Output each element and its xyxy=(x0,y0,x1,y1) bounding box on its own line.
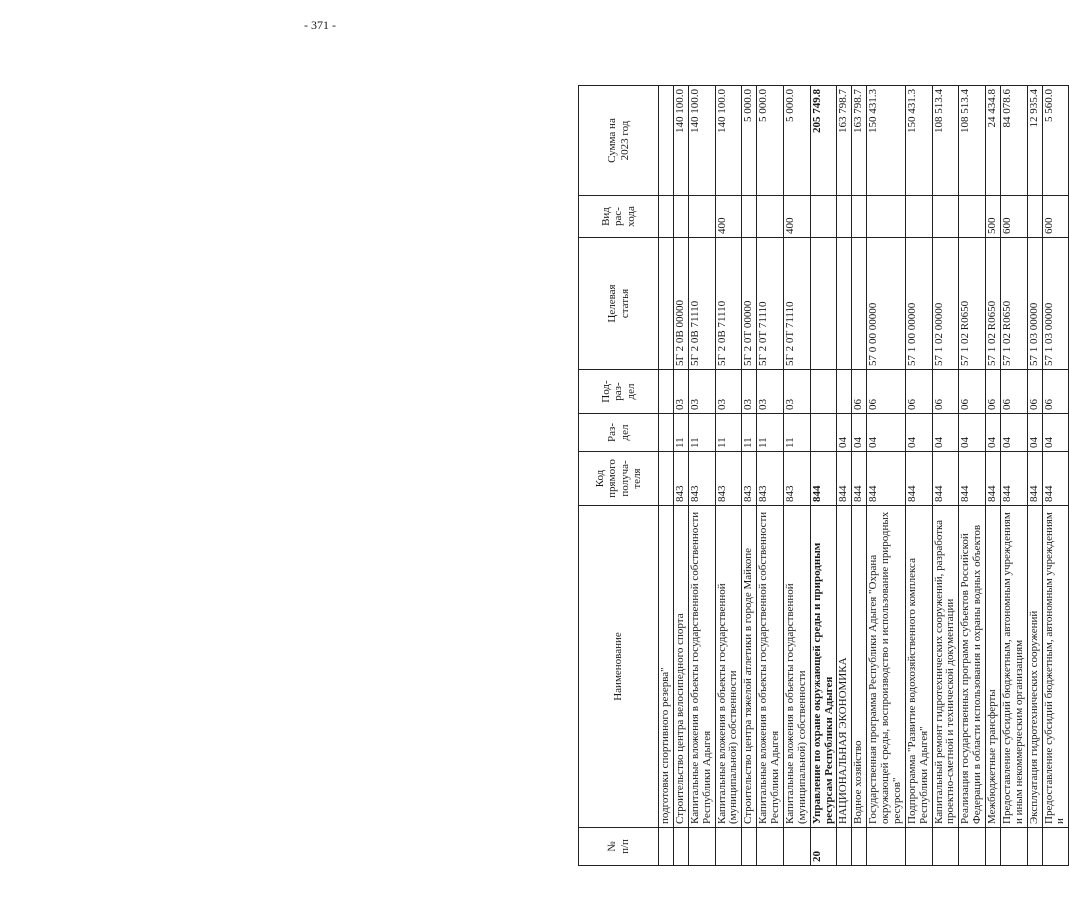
row-code-cell: 843 xyxy=(742,452,757,506)
row-num-cell xyxy=(783,828,810,866)
row-code-cell: 844 xyxy=(837,452,852,506)
row-code-cell: 844 xyxy=(959,452,986,506)
row-kind-cell xyxy=(688,196,715,238)
row-sum-cell: 108 513.4 xyxy=(932,86,959,196)
row-subsection-cell: 06 xyxy=(852,370,867,414)
row-sum-cell: 150 431.3 xyxy=(867,86,906,196)
row-code-cell: 844 xyxy=(867,452,906,506)
table-row xyxy=(867,86,906,866)
row-sum-cell: 5 000.0 xyxy=(757,86,784,196)
row-name-cell: Строительство центра велосипедного спорта xyxy=(673,506,688,828)
row-num-cell: 20 xyxy=(810,828,837,866)
row-subsection-cell xyxy=(837,370,852,414)
row-sum-cell: 163 798.7 xyxy=(852,86,867,196)
row-sum-cell: 24 434.8 xyxy=(986,86,1001,196)
row-name-cell: Государственная программа Республики Адыгея "Охрана окружающей среды, воспроизводство и использование природных ресурсов" xyxy=(867,506,906,828)
table-row xyxy=(659,86,674,866)
header-subsection: Под- раз- дел xyxy=(579,370,659,414)
header-code: Код прямого получа- теля xyxy=(579,452,659,506)
row-subsection-cell: 06 xyxy=(905,370,932,414)
row-article-cell: 5Г 2 0Т 00000 xyxy=(742,238,757,370)
row-section-cell: 04 xyxy=(986,414,1001,452)
row-subsection-cell: 03 xyxy=(757,370,784,414)
row-kind-cell xyxy=(905,196,932,238)
row-kind-cell xyxy=(810,196,837,238)
row-section-cell: 04 xyxy=(1027,414,1042,452)
row-subsection-cell xyxy=(810,370,837,414)
row-code-cell: 844 xyxy=(932,452,959,506)
table-row xyxy=(757,86,784,866)
row-section-cell: 11 xyxy=(742,414,757,452)
row-article-cell: 57 1 00 00000 xyxy=(905,238,932,370)
row-num-cell xyxy=(852,828,867,866)
row-num-cell xyxy=(837,828,852,866)
row-name-cell: Капитальные вложения в объекты государственной (муниципальной) собственности xyxy=(783,506,810,828)
row-kind-cell: 600 xyxy=(1000,196,1027,238)
row-name-cell: Подпрограмма "Развитие водохозяйственного комплекса Республики Адыгея" xyxy=(905,506,932,828)
table-row xyxy=(852,86,867,866)
budget-table xyxy=(578,85,1069,866)
header-kind: Вид рас- хода xyxy=(579,196,659,238)
table-row xyxy=(1027,86,1042,866)
row-subsection-cell: 06 xyxy=(1000,370,1027,414)
row-subsection-cell: 03 xyxy=(715,370,742,414)
row-sum-cell: 140 100.0 xyxy=(673,86,688,196)
row-kind-cell xyxy=(959,196,986,238)
table-row xyxy=(688,86,715,866)
table-row xyxy=(986,86,1001,866)
row-code-cell: 843 xyxy=(757,452,784,506)
page-number: - 371 - xyxy=(304,18,336,32)
row-code-cell: 844 xyxy=(905,452,932,506)
row-section-cell: 11 xyxy=(673,414,688,452)
row-num-cell xyxy=(742,828,757,866)
row-article-cell: 5Г 2 0В 00000 xyxy=(673,238,688,370)
row-section-cell: 04 xyxy=(932,414,959,452)
row-num-cell xyxy=(673,828,688,866)
table-row xyxy=(783,86,810,866)
row-kind-cell xyxy=(757,196,784,238)
row-section-cell: 11 xyxy=(783,414,810,452)
row-kind-cell xyxy=(932,196,959,238)
header-num: № п/п xyxy=(579,828,659,866)
row-section-cell: 04 xyxy=(1042,414,1069,452)
row-kind-cell xyxy=(1027,196,1042,238)
header-section: Раз- дел xyxy=(579,414,659,452)
table-row xyxy=(932,86,959,866)
row-code-cell xyxy=(659,452,674,506)
row-num-cell xyxy=(715,828,742,866)
row-name-cell: Водное хозяйство xyxy=(852,506,867,828)
row-name-cell: Эксплуатация гидротехнических сооружений xyxy=(1027,506,1042,828)
row-article-cell: 57 1 03 00000 xyxy=(1042,238,1069,370)
row-subsection-cell: 03 xyxy=(783,370,810,414)
row-kind-cell xyxy=(837,196,852,238)
row-sum-cell: 140 100.0 xyxy=(715,86,742,196)
row-section-cell xyxy=(659,414,674,452)
row-subsection-cell xyxy=(659,370,674,414)
row-kind-cell xyxy=(867,196,906,238)
row-section-cell: 04 xyxy=(852,414,867,452)
row-num-cell xyxy=(757,828,784,866)
row-section-cell: 04 xyxy=(867,414,906,452)
row-kind-cell: 600 xyxy=(1042,196,1069,238)
row-num-cell xyxy=(905,828,932,866)
row-section-cell xyxy=(810,414,837,452)
row-kind-cell xyxy=(852,196,867,238)
row-article-cell: 5Г 2 0Т 71110 xyxy=(757,238,784,370)
table-row xyxy=(810,86,837,866)
rotated-table-container xyxy=(578,86,1068,866)
header-sum: Сумма на 2023 год xyxy=(579,86,659,196)
row-code-cell: 843 xyxy=(783,452,810,506)
row-num-cell xyxy=(688,828,715,866)
row-name-cell: Строительство центра тяжелой атлетики в городе Майкопе xyxy=(742,506,757,828)
row-code-cell: 844 xyxy=(986,452,1001,506)
table-row xyxy=(1000,86,1027,866)
row-subsection-cell: 06 xyxy=(959,370,986,414)
row-sum-cell: 5 000.0 xyxy=(783,86,810,196)
row-article-cell: 57 1 02 00000 xyxy=(932,238,959,370)
row-subsection-cell: 03 xyxy=(688,370,715,414)
row-article-cell xyxy=(837,238,852,370)
row-article-cell: 57 0 00 00000 xyxy=(867,238,906,370)
row-article-cell: 57 1 02 R0650 xyxy=(1000,238,1027,370)
row-article-cell: 5Г 2 0Т 71110 xyxy=(783,238,810,370)
table-body xyxy=(659,86,1069,866)
row-num-cell xyxy=(867,828,906,866)
row-sum-cell: 163 798.7 xyxy=(837,86,852,196)
row-section-cell: 04 xyxy=(959,414,986,452)
row-section-cell: 11 xyxy=(715,414,742,452)
row-article-cell: 5Г 2 0В 71110 xyxy=(715,238,742,370)
row-num-cell xyxy=(1000,828,1027,866)
row-name-cell: подготовки спортивного резерва" xyxy=(659,506,674,828)
row-article-cell: 57 1 03 00000 xyxy=(1027,238,1042,370)
row-name-cell: Капитальные вложения в объекты государственной собственности Республики Адыгея xyxy=(757,506,784,828)
row-code-cell: 843 xyxy=(715,452,742,506)
row-sum-cell xyxy=(659,86,674,196)
row-section-cell: 04 xyxy=(905,414,932,452)
table-header-row xyxy=(579,86,659,866)
row-name-cell: Предоставление субсидий бюджетным, автономным учреждениям и иным некоммерческим организациям xyxy=(1000,506,1027,828)
row-code-cell: 843 xyxy=(688,452,715,506)
table-row xyxy=(959,86,986,866)
row-name-cell: Предоставление субсидий бюджетным, автономным учреждениям и xyxy=(1042,506,1069,828)
row-article-cell xyxy=(852,238,867,370)
row-code-cell: 844 xyxy=(852,452,867,506)
row-sum-cell: 108 513.4 xyxy=(959,86,986,196)
row-sum-cell: 5 560.0 xyxy=(1042,86,1069,196)
row-section-cell: 11 xyxy=(757,414,784,452)
row-sum-cell: 5 000.0 xyxy=(742,86,757,196)
row-kind-cell: 400 xyxy=(715,196,742,238)
row-num-cell xyxy=(986,828,1001,866)
row-sum-cell: 84 078.6 xyxy=(1000,86,1027,196)
row-num-cell xyxy=(932,828,959,866)
row-subsection-cell: 06 xyxy=(1042,370,1069,414)
table-row xyxy=(742,86,757,866)
table-row xyxy=(1042,86,1069,866)
header-name: Наименование xyxy=(579,506,659,828)
table-row xyxy=(673,86,688,866)
row-kind-cell xyxy=(673,196,688,238)
row-subsection-cell: 06 xyxy=(932,370,959,414)
table-row xyxy=(715,86,742,866)
row-kind-cell: 400 xyxy=(783,196,810,238)
row-num-cell xyxy=(1027,828,1042,866)
row-name-cell: НАЦИОНАЛЬНАЯ ЭКОНОМИКА xyxy=(837,506,852,828)
row-sum-cell: 205 749.8 xyxy=(810,86,837,196)
row-article-cell: 5Г 2 0В 71110 xyxy=(688,238,715,370)
row-kind-cell xyxy=(742,196,757,238)
row-name-cell: Реализация государственных программ субъектов Российской Федерации в области использования и охраны водных объектов xyxy=(959,506,986,828)
row-subsection-cell: 03 xyxy=(673,370,688,414)
row-name-cell: Капитальные вложения в объекты государственной (муниципальной) собственности xyxy=(715,506,742,828)
row-name-cell: Капитальные вложения в объекты государственной собственности Республики Адыгея xyxy=(688,506,715,828)
row-subsection-cell: 06 xyxy=(1027,370,1042,414)
row-num-cell xyxy=(1042,828,1069,866)
row-num-cell xyxy=(659,828,674,866)
table-row xyxy=(905,86,932,866)
row-kind-cell xyxy=(659,196,674,238)
row-section-cell: 04 xyxy=(837,414,852,452)
header-article: Целевая статья xyxy=(579,238,659,370)
row-sum-cell: 140 100.0 xyxy=(688,86,715,196)
row-code-cell: 844 xyxy=(1000,452,1027,506)
row-article-cell: 57 1 02 R0650 xyxy=(959,238,986,370)
row-sum-cell: 150 431.3 xyxy=(905,86,932,196)
row-name-cell: Управление по охране окружающей среды и природным ресурсам Республики Адыгея xyxy=(810,506,837,828)
row-article-cell: 57 1 02 R0650 xyxy=(986,238,1001,370)
row-code-cell: 844 xyxy=(810,452,837,506)
row-sum-cell: 12 935.4 xyxy=(1027,86,1042,196)
row-subsection-cell: 06 xyxy=(867,370,906,414)
row-article-cell xyxy=(659,238,674,370)
row-section-cell: 11 xyxy=(688,414,715,452)
row-num-cell xyxy=(959,828,986,866)
row-code-cell: 844 xyxy=(1027,452,1042,506)
row-section-cell: 04 xyxy=(1000,414,1027,452)
row-article-cell xyxy=(810,238,837,370)
row-subsection-cell: 03 xyxy=(742,370,757,414)
row-name-cell: Межбюджетные трансферты xyxy=(986,506,1001,828)
row-code-cell: 844 xyxy=(1042,452,1069,506)
row-code-cell: 843 xyxy=(673,452,688,506)
table-row xyxy=(837,86,852,866)
row-kind-cell: 500 xyxy=(986,196,1001,238)
row-subsection-cell: 06 xyxy=(986,370,1001,414)
row-name-cell: Капитальный ремонт гидротехнических сооружений, разработка проектно-сметной и технической документации xyxy=(932,506,959,828)
